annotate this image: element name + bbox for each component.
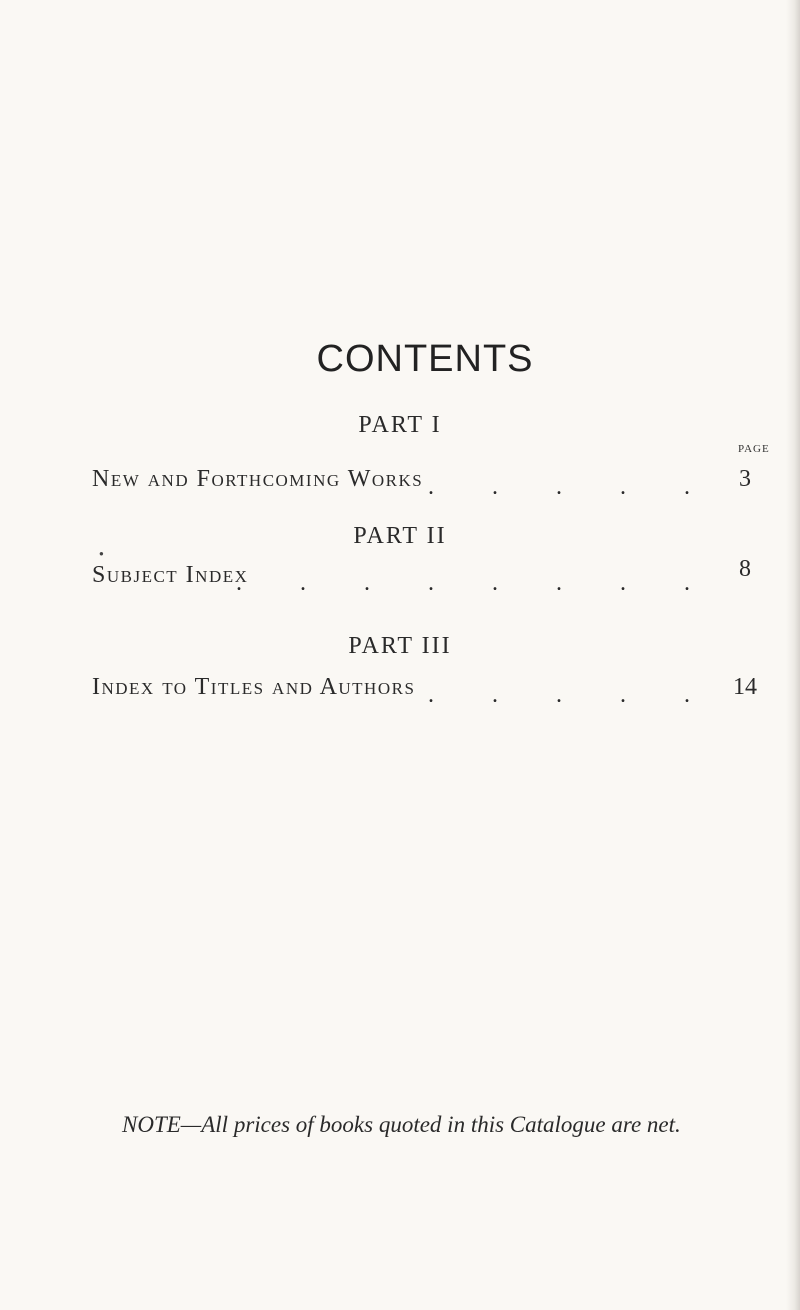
toc-dot-leader: . . . . . [428,682,716,708]
toc-entry-title: Subject Index [92,562,249,588]
toc-dot-leader: . . . . . . . . [236,570,716,596]
toc-entry-title: New and Forthcoming Works [92,466,424,492]
page-column-label: PAGE [738,443,770,455]
prices-note: NOTE—All prices of books quoted in this Catalogue are net. [122,1112,681,1137]
stray-ink-mark: ● [99,549,104,558]
toc-entry-index-to-titles-and-authors [92,674,762,708]
page-title: CONTENTS [316,338,534,380]
toc-page-number: 14 [733,674,757,700]
toc-page-number: 3 [739,466,751,492]
toc-entry-subject-index [92,556,762,596]
part-2-heading: PART II [353,523,447,549]
part-1-heading: PART I [358,412,442,438]
toc-entry-new-and-forthcoming-works [92,466,762,500]
part-3-heading: PART III [348,633,452,659]
toc-dot-leader: . . . . . [428,474,716,500]
toc-entry-title: Index to Titles and Authors [92,674,416,700]
toc-page-number: 8 [739,556,751,582]
